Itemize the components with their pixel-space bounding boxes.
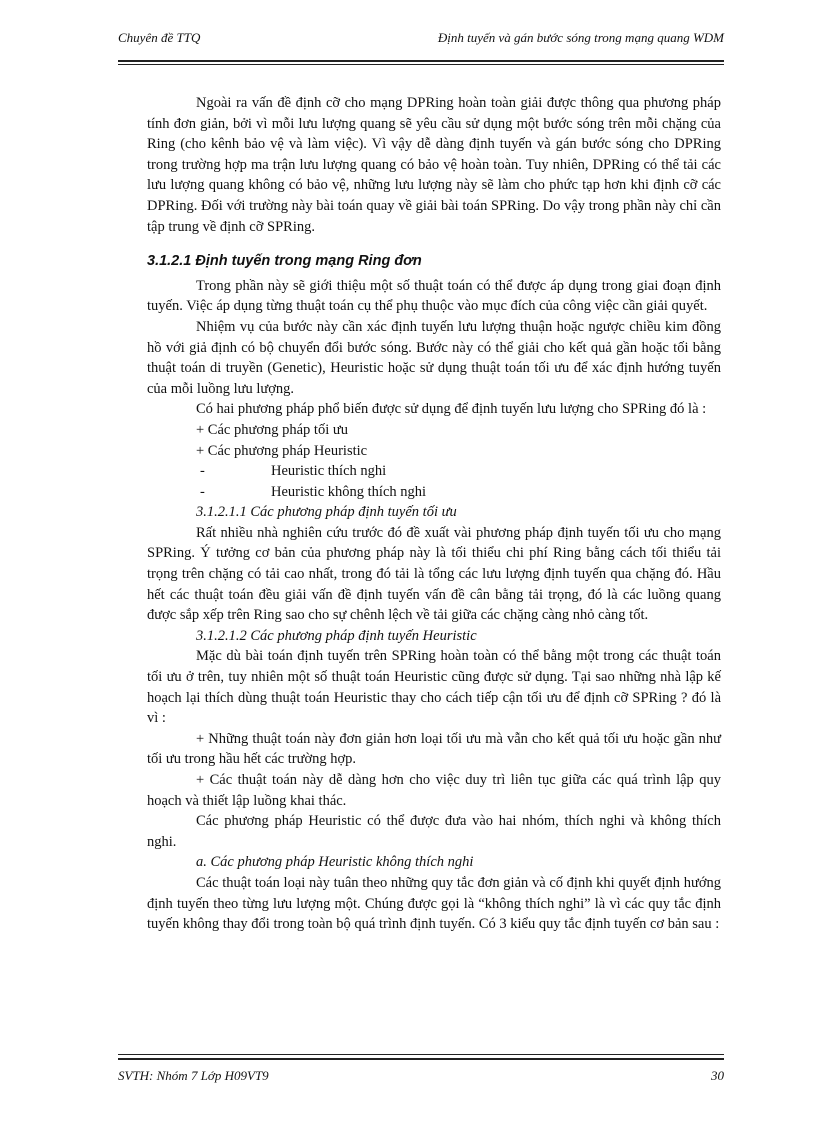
page-body [147,93,721,935]
subsection-heading: 3.1.2.1.1 Các phương pháp định tuyến tối ưu [196,504,457,521]
sub-list-text: Heuristic không thích nghi [271,483,427,500]
paragraph: Trong phần này sẽ giới thiệu một số thuật toán có thể được áp dụng trong giai đoạn định tuyến. Việc áp dụng từng thuật toán cụ thể phụ thuộc vào mục đích của công việc cần giải quyết. [147,277,721,315]
dash-marker: - [200,483,205,500]
sub-list-item [200,461,721,482]
page-number: 30 [711,1068,724,1083]
paragraph: Rất nhiều nhà nghiên cứu trước đó đề xuất vài phương pháp định tuyến tối ưu cho mạng SPRing. Ý tưởng cơ bản của phương pháp này là tối thiểu chi phí Ring bằng cách tối thiểu tải trọng trên chặng có tải cao nhất, trong đó tải là tổng các lưu lượng định tuyến qua chặng đó. Hầu hết các thuật toán đều giải vấn đề định tuyến vấn đề cân bằng tải trọng, đó là các luồng quang được sắp xếp trên Ring sao cho sự chênh lệch về tải giữa các chặng càng nhỏ càng tốt. [147,524,721,624]
paragraph: + Các thuật toán này dễ dàng hơn cho việc duy trì liên tục giữa các quá trình lập quy hoạch và thiết lập luồng khai thác. [147,772,721,809]
sub-list-item [200,482,721,503]
subsection-heading: a. Các phương pháp Heuristic không thích nghi [196,854,474,871]
paragraph: Có hai phương pháp phổ biến được sử dụng để định tuyến lưu lượng cho SPRing đó là : [196,401,707,418]
paragraph: Ngoài ra vấn đề định cỡ cho mạng DPRing hoàn toàn giải được thông qua phương pháp tính đơn giản, bởi vì mỗi lưu lượng quang sẽ yêu cầu sử dụng một bước sóng trên mỗi chặng của Ring (cho kênh bảo vệ và làm việc). Vì vậy dễ dàng định tuyến và gán bước sóng cho DPRing trong trường hợp ma trận lưu lượng quang có bảo vệ hoàn toàn. Tuy nhiên, DPRing có thể tải các lưu lượng quang không có bảo vệ, những lưu lượng này sẽ làm cho phức tạp hơn khi định cỡ các DPRing. Đối với trường này bài toán quay về giải bài toán SPRing. Do vậy trong phần này chỉ cần tập trung về định cỡ SPRing. [147,95,721,235]
header-left: Chuyên đề TTQ [118,30,201,45]
header-rule-thin [118,64,724,65]
dash-marker: - [200,463,205,480]
paragraph: Nhiệm vụ của bước này cần xác định tuyến lưu lượng thuận hoặc ngược chiều kim đồng hồ với giả định có bộ chuyển đổi bước sóng. Bước này có thể giải cho kết quả gần hoặc tối bằng thuật toán di truyền (Genetic), Heuristic hoặc sử dụng thuật toán tối ưu để xác định hướng tuyến của mỗi luồng lưu lượng. [147,318,721,397]
paragraph: + Những thuật toán này đơn giản hơn loại tối ưu mà vẫn cho kết quả tối ưu hoặc gần như tối ưu trong hầu hết các trường hợp. [147,730,721,768]
header-right: Định tuyến và gán bước sóng trong mạng quang WDM [437,30,724,45]
subsection-heading: 3.1.2.1.2 Các phương pháp định tuyến Heuristic [196,627,477,644]
list-item: + Các phương pháp Heuristic [196,442,368,459]
paragraph: Các phương pháp Heuristic có thể được đưa vào hai nhóm, thích nghi và không thích nghi. [147,813,721,850]
header-rule [118,60,724,62]
paragraph: Mặc dù bài toán định tuyến trên SPRing hoàn toàn có thể bằng một trong các thuật toán tối ưu ở trên, tuy nhiên một số thuật toán Heuristic cũng được sử dụng. Tại sao những nhà lập kế hoạch lại thích dùng thuật toán Heuristic thay cho cách tiếp cận tối ưu để định cỡ SPRing ? đó là vì : [147,648,721,727]
page-header [118,30,724,50]
footer-left: SVTH: Nhóm 7 Lớp H09VT9 [118,1068,269,1083]
section-heading: 3.1.2.1 Định tuyến trong mạng Ring đơn [147,253,422,270]
sub-list-text: Heuristic thích nghi [271,463,387,480]
footer-rule-thin [118,1054,724,1055]
paragraph: Các thuật toán loại này tuân theo những quy tắc đơn giản và cố định khi quyết định hướng định tuyến theo từng lưu lượng một. Chúng được gọi là “không thích nghi” là vì các quy tắc định tuyến không thay đổi trong toàn bộ quá trình định tuyến. Có 3 kiểu quy tắc định tuyến cơ bản sau : [147,874,721,933]
footer-rule [118,1058,724,1060]
list-item: + Các phương pháp tối ưu [196,421,348,438]
